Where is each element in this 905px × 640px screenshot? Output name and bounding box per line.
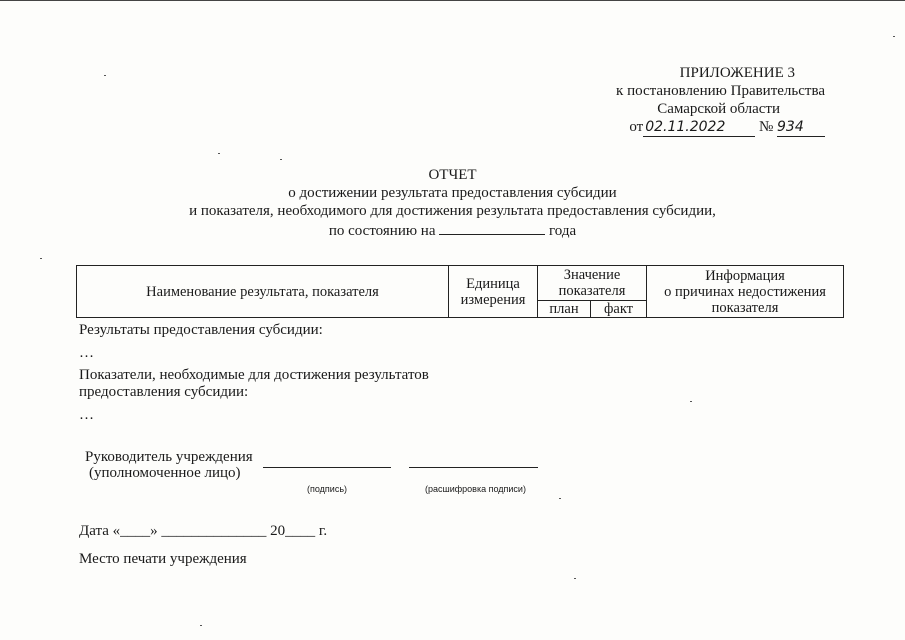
signature-decode-caption: (расшифровка подписи) xyxy=(425,484,526,494)
col-info-line-2: о причинах недостижения xyxy=(664,283,826,300)
scan-speck xyxy=(559,498,561,499)
report-asof-line xyxy=(0,220,905,240)
indicators-heading-line-1: Показатели, необходимые для достижения результатов xyxy=(79,367,429,383)
report-asof-blank xyxy=(439,220,545,235)
annex-from-prefix: от xyxy=(629,119,644,135)
col-info-line-3: показателя xyxy=(711,299,779,316)
date-line: Дата «____» ______________ 20____ г. xyxy=(79,523,328,539)
scan-speck xyxy=(574,578,576,579)
report-line-2: и показателя, необходимого для достижения результата предоставления субсидии, xyxy=(189,203,716,219)
report-table xyxy=(76,265,844,318)
scan-speck xyxy=(280,159,282,160)
scan-speck xyxy=(893,36,895,37)
indicators-heading-line-2: предоставления субсидии: xyxy=(79,384,249,400)
col-value-line-1: Значение xyxy=(563,267,621,283)
signature-decode-line xyxy=(409,467,538,468)
results-heading: Результаты предоставления субсидии: xyxy=(79,322,323,338)
col-info-line-1: Информация xyxy=(705,267,785,284)
report-asof-suffix: года xyxy=(549,223,577,239)
report-line-1: о достижении результата предоставления субсидии xyxy=(288,185,617,201)
report-asof-prefix: по состоянию на xyxy=(328,223,436,239)
col-unit-line-1: Единица xyxy=(466,275,520,292)
report-title-block xyxy=(0,166,905,240)
col-plan-header: план xyxy=(538,301,591,318)
signature-line xyxy=(263,467,391,468)
annex-number: 934 xyxy=(777,118,825,137)
col-info-header xyxy=(647,266,844,318)
scan-speck xyxy=(200,625,202,626)
annex-line-2: к постановлению Правительства xyxy=(616,83,825,99)
col-unit-line-2: измерения xyxy=(460,291,526,308)
indicators-ellipsis: … xyxy=(79,407,94,423)
report-title: ОТЧЕТ xyxy=(428,167,477,183)
signature-head-line-1: Руководитель учреждения xyxy=(85,449,253,465)
scan-speck xyxy=(690,401,692,402)
scan-speck xyxy=(218,153,220,154)
annex-line-3: Самарской области xyxy=(657,101,780,117)
signature-caption: (подпись) xyxy=(307,484,348,494)
seal-line: Место печати учреждения xyxy=(79,551,247,567)
col-unit-header xyxy=(449,266,538,318)
scan-speck xyxy=(40,258,42,259)
col-name-header: Наименование результата, показателя xyxy=(77,266,449,318)
signature-head-line-2: (уполномоченное лицо) xyxy=(89,465,241,481)
annex-date-line xyxy=(616,118,825,137)
col-value-header xyxy=(538,266,647,301)
col-fact-header: факт xyxy=(591,301,647,318)
top-border-line xyxy=(0,0,905,1)
annex-block xyxy=(616,64,825,137)
annex-date: 02.11.2022 xyxy=(643,118,755,137)
annex-title: ПРИЛОЖЕНИЕ 3 xyxy=(679,65,795,81)
annex-number-prefix: № xyxy=(758,119,774,135)
scan-speck xyxy=(104,75,106,76)
results-ellipsis: … xyxy=(79,345,94,361)
col-value-line-2: показателя xyxy=(558,283,626,299)
